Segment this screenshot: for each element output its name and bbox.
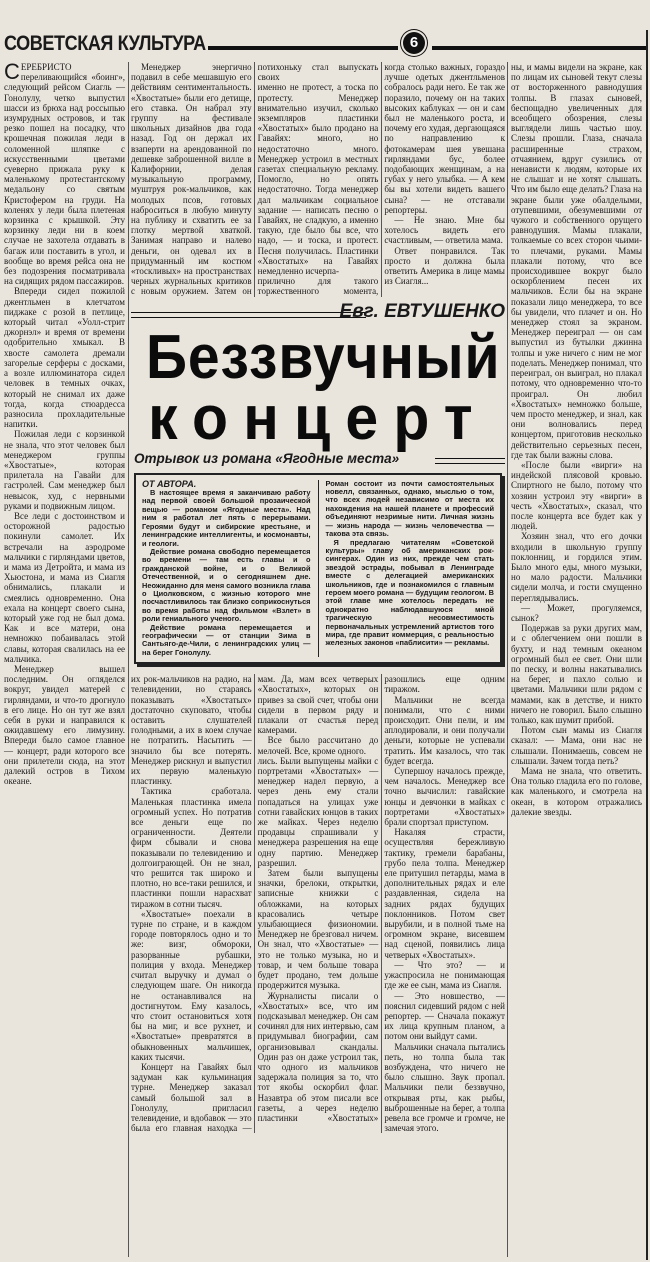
paragraph: Впереди сидел пожилой джентльмен в клетчатом пиджаке с розой в петлице, который читал «Уолл-стрит джорнэл» и время от времени одобрительно хмыкал. В хвосте самолета дремали загорелые серферы с досками, а возле иллюминатора сидел человек в темных очках, который не снимал их даже тогда, когда стюардесса разносила прохладительные напитки. [4,286,125,430]
paragraph [4,59,125,287]
paragraph: Пожилая леди с корзинкой не знала, что этот человек был менеджером группы «Хвостатые», которая прилетала на Гавайи для гастролей. Сам менеджер был невысок, худ, с нервными руками и подвижным лицом. [4,429,125,511]
paragraph: Тактика сработала. Маленькая пластинка имела огромный успех. Но потратив все деньги еще по ограниченности. Деятели фирм сбывали и снова показывали по телевидению и долгоиграющей. Он не знал, что решится так широко и плотно, но все-таки решился, и пластинки пошли нарасхват тиражом в сотни тысяч. [131,786,252,909]
column-5 [511,62,642,817]
paragraph: именно не протест, а тоска по протесту. Менеджер внимательно изучил, сколько экземпляров пластинки «Хвостатых» было продано на Гавайях: много, но недостаточно много. Менеджер устроил в местных газетах специальную рекламу. Помогло, но опять недостаточно. Тогда менеджер дал мальчикам социальное задание — написать песню о Гавайях, не сладкую, а именно такую, где было бы все, что надо, — и тоска, и протест. Песня получилась. Пластинки «Хвостатых» на Гавайях немедленно исчерпа- [257,82,379,277]
paragraph: Подержав за руки других мам, и с облегчением они пошли в бухту, и над темным океаном огромный был ее свет. Они шли по песку, и волны накатывались на берег, и пахло солью и цветами. Мальчики шли рядом с мамами, как в детстве, и никто ничего не говорил. Было слышно только, как шумит прибой. [511,623,642,725]
page-number-badge: 6 [403,32,425,54]
paragraph: Концерт на Гавайях был задуман как кульминация турне. Менеджер заказал самый большой зал в Гонолулу, пригласил телевидение, и вдобавок — это была его главная находка — мам. Да, мам всех четверых «Хвостатых», которых он привез за свой счет, чтобы они сидели в первом ряду и плакали от счастья перед камерами. [131,674,379,1134]
top-columns-2-4 [131,62,505,297]
paragraph-text: ЕРЕБРИСТО переливающийся «боинг», следующий рейсом Сиагль — Гонолулу, четко выпустил шасси из брюха над россыпью изумрудных островов, и так резко пошел на посадку, что крошечная пожилая леди в соломенной шляпке с искусственными цветами суеверно прижала руку к маленькому протестантскому медальону со святым Кристофером на груди. На коленях у леди была плетеная корзинка с крышкой. Эту корзинку леди ни в коем случае не захотела отдавать в багаж или поставить в угол, и вообще во время рейса она не без подозрения посматривала на сидящих рядом пассажиров. [4,62,125,287]
masthead [4,32,648,58]
paragraph: — Что это? — и ужаспросила не понимающая где же ее сын, мама из Сиагля. [384,959,505,991]
byline-rule [131,312,366,318]
column-divider [507,62,508,1257]
paragraph: Менеджер вышел последним. Он огляделся вокруг, увидел матерей с гирляндами, и что-то дрогнуло в его лице. Но он тут же взял себя в руки и направился к ожидавшему его лимузину. Впереди было самое главное — концерт, ради которого все они прилетели сюда, на этот далекий остров в Тихом океане. [4,663,125,787]
paragraph: — Может, прогуляемся, сынок? [511,602,642,623]
box-divider [318,480,319,658]
headline-line-2: концерт [148,383,488,453]
paragraph: Все было рассчитано до мелочей. Все, кроме одного. [257,735,379,756]
author-note-right [326,480,495,658]
paragraph: Мама не знала, что ответить. Она только гладила его по голове, как маленького, и смотрела на океан, в котором отражались далекие звезды. [511,766,642,817]
masthead-rule-left [208,46,398,50]
paragraph: Мальчики сначала пытались петь, но толпа была так возбуждена, что ничего не было слышно. Звук пропал. Мальчики пели беззвучно, открывая рты, как рыбы, выброшенные на берег, а толпа ревела все громче и громче, не замечая этого. [384,1041,505,1134]
subtitle: Отрывок из романа «Ягодные места» [134,450,400,466]
drop-cap: С [4,59,20,84]
middle-band [131,62,505,1133]
paragraph: Я предлагаю читателям «Советской культуры» главу об американских рок-сингерах. Один из них, прежде чем стать звездой эстрады, побывал в Ленинграде вместе с делегацией американских школьников, где и познакомился с главным героем моего романа — будущим геологом. В этой главе мне хотелось передать не однократно наблюдавшуюся мной трагическую несовместимость первоначальных устремлений артистов того мира, где правит коммерция, с реальностью железных законов «паблисити» — рекламы. [325,537,494,648]
column-1 [4,59,125,787]
author-name: Евг. ЕВТУШЕНКО [339,300,505,322]
paragraph: их рок-мальчиков на радио, на телевидении, но стараясь показывать «Хвостатых» достаточно скуповато, чтобы оставить слушателей голодными, а их в коем случае не потратить. Насытить — значило бы все потерять. Менеджер рискнул и выпустил их первую маленькую пластинку. [131,674,252,787]
author-note-heading: ОТ АВТОРА. [142,478,197,489]
page-border-right [646,30,648,1260]
subtitle-row [131,451,505,471]
paragraph: — Не знаю. Мне бы хотелось видеть его счастливым, — ответила мама. [384,215,505,246]
paragraph: Действие романа свободно перемещается во времени — там есть главы и о гражданской войне, и о Великой Отечественной, и о сегодняшнем дне. Неожиданно для меня самого возникла глава о Циолковском, с жизнью которого мне посчастливилось так близко соприкоснуться во время работы над фильмом «Взлет» в роли гениального ученого. [142,546,311,624]
paragraph: Супершоу началось прежде, чем началось. Менеджер все точно вычислил: гавайские юнцы и девчонки в майках с портретами «Хвостатых» брали спортзал приступом. [384,766,505,828]
column-divider [128,62,129,1257]
paragraph: «Хвостатые» поехали в турне по стране, и в каждом городе повторялось одно и то же: визг, обмороки, разорванные рубашки, полиция у входа. Менеджер считал выручку и думал о следующем шаге. Он никогда не останавливался на достигнутом. Ему казалось, что стоит остановиться хотя бы на миг, и все рухнет, и «Хвостатые» превратятся в обыкновенных мальчишек, каких тысячи. [131,908,252,1062]
paragraph: Накаляя страсти, осуществляя бережливую тактику, гремели барабаны, грубо пела толпа. Менеджер еле притушил петарды, мама в дополнительных рядах и еле раздавленная, сидела на задних рядах будущих поклонников. Потом свет вырубили, и в полной тьме на огромном экране, висевшем над сценой, появились лица четверых «Хвостатых». [384,827,505,960]
paragraph: Мальчики не всегда понимали, что с ними происходит. Они пели, и им аплодировали, и они получали деньги, которые не успевали тратить. Им казалось, что так будет всегда. [384,694,505,766]
paragraph: Ответ понравился. Так просто и должна была ответить Америка в лице мамы из Сиагля... [384,245,505,287]
paragraph: ны, и мамы видели на экране, как по лицам их сыновей текут слезы от восторженного равнодушия толпы. В глазах сыновей, беспощадно увеличенных для всеобщего обозрения, слезы выглядели лишь частью шоу. Слезы прошли. Глаза, сначала расширенные страхом, отчаянием, вдруг сузились от ненависти к людям, которые их не слышат и не хотят слышать. Что им было еще делать? Глаза на экране были уже обалделыми, отупевшими, обезумевшими от чужого и собственного орущего равнодушия. Мамы плакали, толкаемые со всех сторон чьими-то плечами, руками. Мамы плакали потому, что все происходившее вокруг было оскорблением песен их мальчиков. Если бы на экране показали лицо менеджера, то все бы увидели, что плачет и он. Но менеджер стоял за экраном. Менеджер переиграл — он сам выпустил из бутылки джинна толпы и уже ничего с ним не мог поделать. Менеджер понимал, что переиграл, он выиграл, но плакал потому, что одновременно что-то проиграл. Он любил «Хвостатых» немножко больше, чем просто менеджер, и знал, как они волновались перед концертом, приготовив несколько действительно серьезных песен, где так были важны слова. [511,62,642,460]
newspaper-title: СОВЕТСКАЯ КУЛЬТУРА [4,32,206,55]
paragraph: лись. Были выпущены майки с портретами «Хвостатых» — менеджер надел первую, а через день ему стали попадаться на улицах уже сотни гавайских юнцов в таких же майках. Через неделю продавцы спрашивали у менеджера разрешения на еще одну партию. Менеджер разрешил. [257,755,379,868]
author-note-box [134,473,502,665]
paragraph: — Это новшество, — пояснил сидевший рядом с ней репортер. — Сначала покажут их лица крупным планом, а потом они выйдут сами. [384,990,505,1042]
paragraph: «После были «вирги» на индейской плясовой кровью. Спиртного не было, потому что хозяин устроил эту «вирги» в честь «Хвостатых», сказал, что после концерта все будет как у людей. [511,459,642,532]
paragraph: Затем были выпущены значки, брелоки, открытки, записные книжки с обложками, на которых красовались четыре улыбающиеся физиономии. Менеджер не брезговал ничем. Он знал, что «Хвостатые» — это не только музыка, но и товар, и чем больше товара будет продано, тем дольше продержится музыка. [257,868,379,991]
headline-line-1: Беззвучный [145,322,501,392]
paragraph: В настоящее время я заканчиваю работу над первой своей большой прозаической вещью — романом «Ягодные места». Над ним я работал лет пять с перерывами. Героями будут и сибирские крестьяне, и ленинградские интеллигенты, и космонавты, и геологи. [142,488,311,548]
paragraph: Роман состоит из почти самостоятельных новелл, связанных, однако, мыслью о том, что всех людей независимо от места их нахождения на нашей планете и профессий объединяют незримые нити. Личная жизнь — жизнь народа — жизнь человечества — такова эта связь. [325,478,494,539]
bottom-columns-2-4 [131,674,505,1133]
paragraph: Журналисты писали о «Хвостатых» все, что им подсказывал менеджер. Он сам сочинял для них интервью, сам придумывал биографии, сам организовывал скандалы. Один раз он даже устроил так, что одного из мальчиков задержала полиция за то, что тот якобы оскорбил флаг. Назавтра об этом писали все газеты, а через неделю пластинки «Хвостатых» разошлись еще одним тиражом. [257,674,505,1123]
paragraph: Хозяин знал, что его дочки входили в школьную группу поклонниц, и гордился этим. Было много еды, много музыки, но мало радости. Мальчики сидели молча, и гости смущенно переглядывались. [511,531,642,603]
paragraph: Менеджер энергично подавил в себе мешавшую его действиям сентиментальность. «Хвостатые» были его детище, его ставка. Он набрал эту группу на фестивале школьных дизайнов два года назад. Год он держал их взаперти на арендованной по дешевке заброшенной вилле в Калифорнии, делая музыкальную программу, муштруя рок-мальчиков, как молодых псов, готовых наброситься в любую минуту на публику и схватить ее за глотку мертвой хваткой. Занимая направо и налево деньги, он одевал их в придуманный им костюм «тоскливых» на пространствах черных журнальных критиков с новым оружием. Затем он потихоньку стал выпускать своих [131,62,379,297]
paragraph: Все леди с достоинством и осторожной радостью покинули самолет. Их встречали на аэродроме мальчики с гирляндами цветов, и мама из Детройта, и мама из Хьюстона, и мама из Сиагля обнимались, плакали и смеялись одновременно. Она ехала на концерт своего сына, который уже год не был дома. Как и все матери, она немножко побаивалась этой славы, которая свалилась на ее мальчика. [4,510,125,664]
paragraph: Действие романа перемещается и географически — от станции Зима в Сантьяго-де-Чили, с ленинградских улиц — на берег Гонолулу. [142,622,311,657]
subtitle-rule [435,458,505,464]
paragraph: Потом сын мамы из Сиагля сказал: — Мама, они нас не слышали. Понимаешь, совсем не слышали. Зачем тогда петь? [511,725,642,766]
paragraph: прилично для такого торжественного момента, когда столько важных, гораздо лучше одетых джентльменов собралось ради него. Ее так же поразило, почему он на таких высоких каблуках — он и сам был не маленького роста, и почему его худая, дергающаяся по направлению к фотокамерам шея увешана гирляндами бус, более подобающих женщинам, а на губах у него улыбка. — А кем бы вы хотели видеть вашего сына? — не отставали репортеры. [257,62,505,297]
author-note-left [142,480,311,658]
masthead-rule-right [432,46,648,50]
